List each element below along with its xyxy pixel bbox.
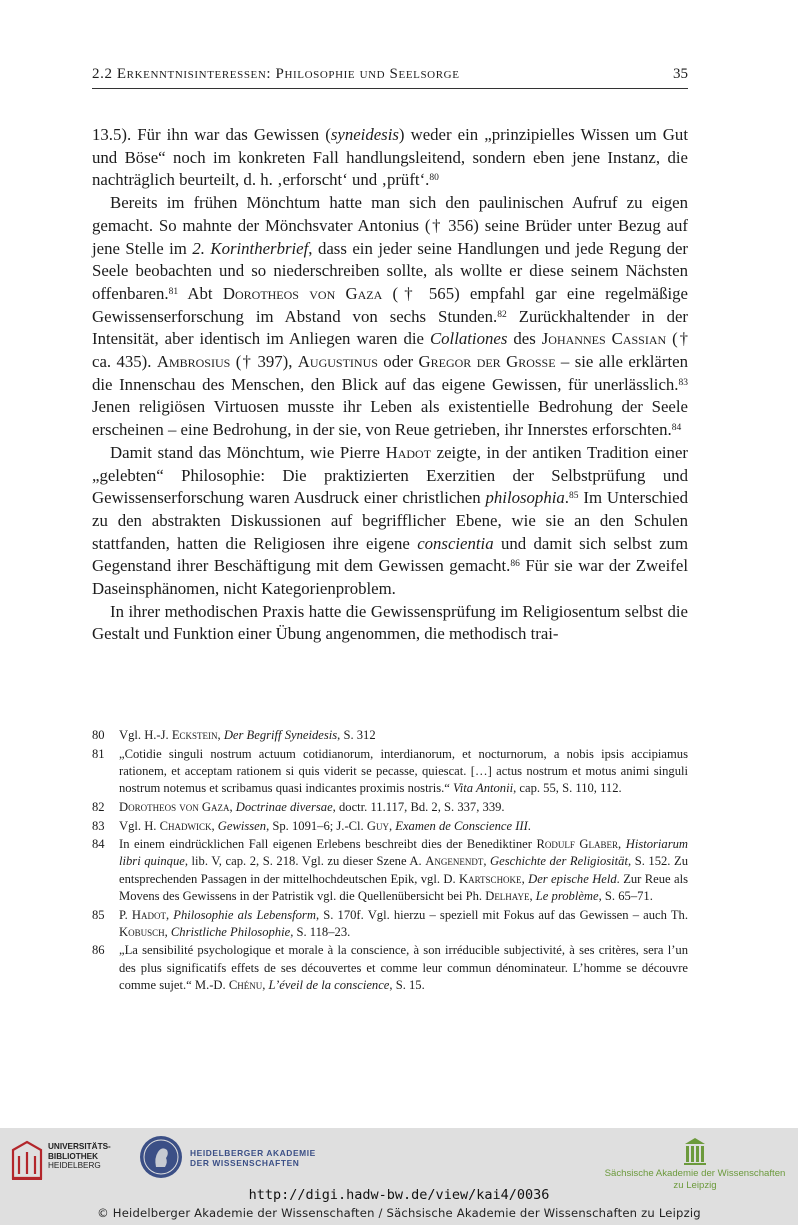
footnote-text: „Cotidie singuli nostrum actuum cotidianorum, interdianorum, et nocturnorum, a nobis ipsis accipiamus rationem, et acceptam rationem si quis viderit se pecasse, quiescat. […] actus nostrum et motus animi singuli nostrum notemus et scribamus quasi indicantes proximis nostris.“ Vita Antonii, cap. 55, S. 110, 112.	[119, 746, 688, 796]
footnote-number: 85	[92, 907, 105, 922]
ub-logo-text: UNIVERSITÄTS- BIBLIOTHEK HEIDELBERG	[48, 1142, 111, 1170]
footnote-ref-82[interactable]: 82	[497, 309, 507, 320]
saw-leipzig-logo[interactable]	[600, 1134, 790, 1194]
hadw-seal-icon	[138, 1134, 184, 1180]
permalink-url[interactable]: http://digi.hadw-bw.de/view/kai4/0036	[248, 1187, 550, 1203]
paragraph-2: Bereits im frühen Mönchtum hatte man sich den paulinischen Aufruf zu eigen gemacht. So mahnte der Mönchsvater Antonius († 356) seine Brüder unter Bezug auf jene Stelle im 2. Korintherbrief, dass ein jeder seine Handlungen und jede Regung der Seele beobachten und so niederschreiben sollte, als wollte er diese seinem Nächsten offenbaren.$^{81}$ Abt Dorotheos von Gaza († 565) empfahl gar eine regelmäßige Gewissenserforschung im Abstand von sechs Stunden.$^{82}$ Zurückhaltender in der Intensität, aber identisch im Anliegen waren die Collationes des Johannes Cassian († ca. 435). Ambrosius († 397), Augustinus oder Gregor der Grosse – sie alle erklärten die Innenschau des Menschen, den Blick auf das eigene Gewissen, für unerlässlich.$^{83}$ Jenen religiösen Virtuosen musste ihr Leben als existentielle Bedrohung der Seele erscheinen – eine Bedrohung, in der sie, von Reue getrieben, ihr Innerstes erforschten.$^{84}$	[92, 193, 689, 440]
copyright-notice: © Heidelberger Akademie der Wissenschaften / Sächsische Akademie der Wissenschaften zu Leipzig	[97, 1206, 701, 1220]
ub-building-icon	[10, 1138, 44, 1182]
hadw-logo-text: HEIDELBERGER AKADEMIE DER WISSENSCHAFTEN	[190, 1148, 316, 1168]
footnote-81	[92, 746, 688, 798]
footnote-text: Vgl. H.-J. Eckstein, Der Begriff Syneidesis, S. 312	[119, 728, 376, 742]
footnote-number: 83	[92, 818, 105, 833]
body-text	[92, 124, 688, 646]
footnote-84	[92, 836, 688, 905]
footnote-text: Dorotheos von Gaza, Doctrinae diversae, doctr. 11.117, Bd. 2, S. 337, 339.	[119, 799, 505, 814]
footnotes	[92, 727, 688, 996]
running-head: 2.2 Erkenntnisinteressen: Philosophie und Seelsorge	[92, 66, 460, 82]
viewer-footer	[0, 1128, 798, 1225]
footnote-85	[92, 907, 688, 941]
saw-building-icon	[683, 1136, 707, 1166]
footnote-text: „La sensibilité psychologique et morale à la conscience, à son irréducible subjectivité, à ses critères, sera l’un des plus significatifs effets de ses découvertes et comme leur commun dénominateur. L’homme se découvre comme sujet.“ M.-D. Chénu, L’éveil de la conscience, S. 15.	[119, 943, 688, 992]
page-number: 35	[673, 66, 688, 82]
footnote-82	[92, 799, 688, 816]
footnote-number: 82	[92, 799, 105, 814]
paragraph-3: Damit stand das Mönchtum, wie Pierre Hadot zeigte, in der antiken Tradition einer „gelebten“ Philosophie: Die praktizierten Exerzitien der Selbstprüfung und Gewissenserforschung waren Ausdruck einer christlichen philosophia.$^{85}$ Im Unterschied zu den abstrakten Diskussionen auf begrifflicher Ebene, wie sie an den Schulen stattfanden, hatten die Religiosen ihre eigene conscientia und damit sich selbst zum Gegenstand ihrer Beschäftigung mit dem Gewissen gemacht.$^{86}$ Für sie war der Zweifel Daseinsphänomen, nicht Kategorienproblem.	[92, 442, 688, 599]
footnote-number: 84	[92, 837, 105, 852]
footnote-number: 86	[92, 943, 105, 958]
footnote-ref-85[interactable]: 85	[568, 491, 579, 502]
footnote-86	[92, 942, 688, 994]
footnote-text: In einem eindrücklichen Fall eigenen Erlebens beschreibt dies der Benediktiner Rodulf Glaber, Historiarum libri quinque, lib. V, cap. 2, S. 218. Vgl. zu dieser Szene A. Angenendt, Geschichte der Religiosität, S. 152. Zu entsprechenden Passagen in der mittelhochdeutschen Epik, vgl. D. Kartschoke, Der epische Held. Zur Reue als Movens des Gewissens in der Patristik vgl. die Quellenübersicht bei Ph. Delhaye, Le problème, S. 65–71.	[119, 837, 689, 903]
footnote-ref-81[interactable]: 81	[168, 286, 179, 297]
footnote-text: Vgl. H. Chadwick, Gewissen, Sp. 1091–6; J.-Cl. Guy, Examen de Conscience III.	[119, 818, 531, 833]
footnote-number: 80	[92, 728, 105, 742]
footnote-83	[92, 818, 688, 835]
paragraph-1: 13.5). Für ihn war das Gewissen (syneidesis) weder ein „prinzipielles Wissen um Gut und Böse“ noch im konkreten Fall handlungsleitend, sondern eben jene Instanz, die nachträglich beurteilt, d. h. ‚erforscht‘ und ‚prüft‘.$^{80}$	[92, 125, 688, 190]
saw-logo-text: Sächsische Akademie der Wissenschaften zu Leipzig	[604, 1168, 786, 1191]
ub-heidelberg-logo[interactable]	[10, 1138, 110, 1182]
footnote-ref-83[interactable]: 83	[678, 377, 688, 388]
paragraph-4: In ihrer methodischen Praxis hatte die Gewissensprüfung im Religiosentum selbst die Gestalt und Funktion einer Übung angenommen, die methodisch trai-	[92, 601, 688, 644]
footnote-ref-86[interactable]: 86	[510, 559, 520, 570]
footnote-number: 81	[92, 746, 105, 761]
hadw-logo[interactable]	[138, 1134, 438, 1184]
footnote-80	[92, 727, 688, 744]
page-header	[92, 66, 688, 89]
footnote-ref-84[interactable]: 84	[671, 423, 682, 434]
footnote-ref-80[interactable]: 80	[429, 173, 439, 184]
footnote-text: P. Hadot, Philosophie als Lebensform, S. 170f. Vgl. hierzu – speziell mit Fokus auf das Gewissen – auch Th. Kobusch, Christliche Philosophie, S. 118–23.	[119, 907, 688, 939]
